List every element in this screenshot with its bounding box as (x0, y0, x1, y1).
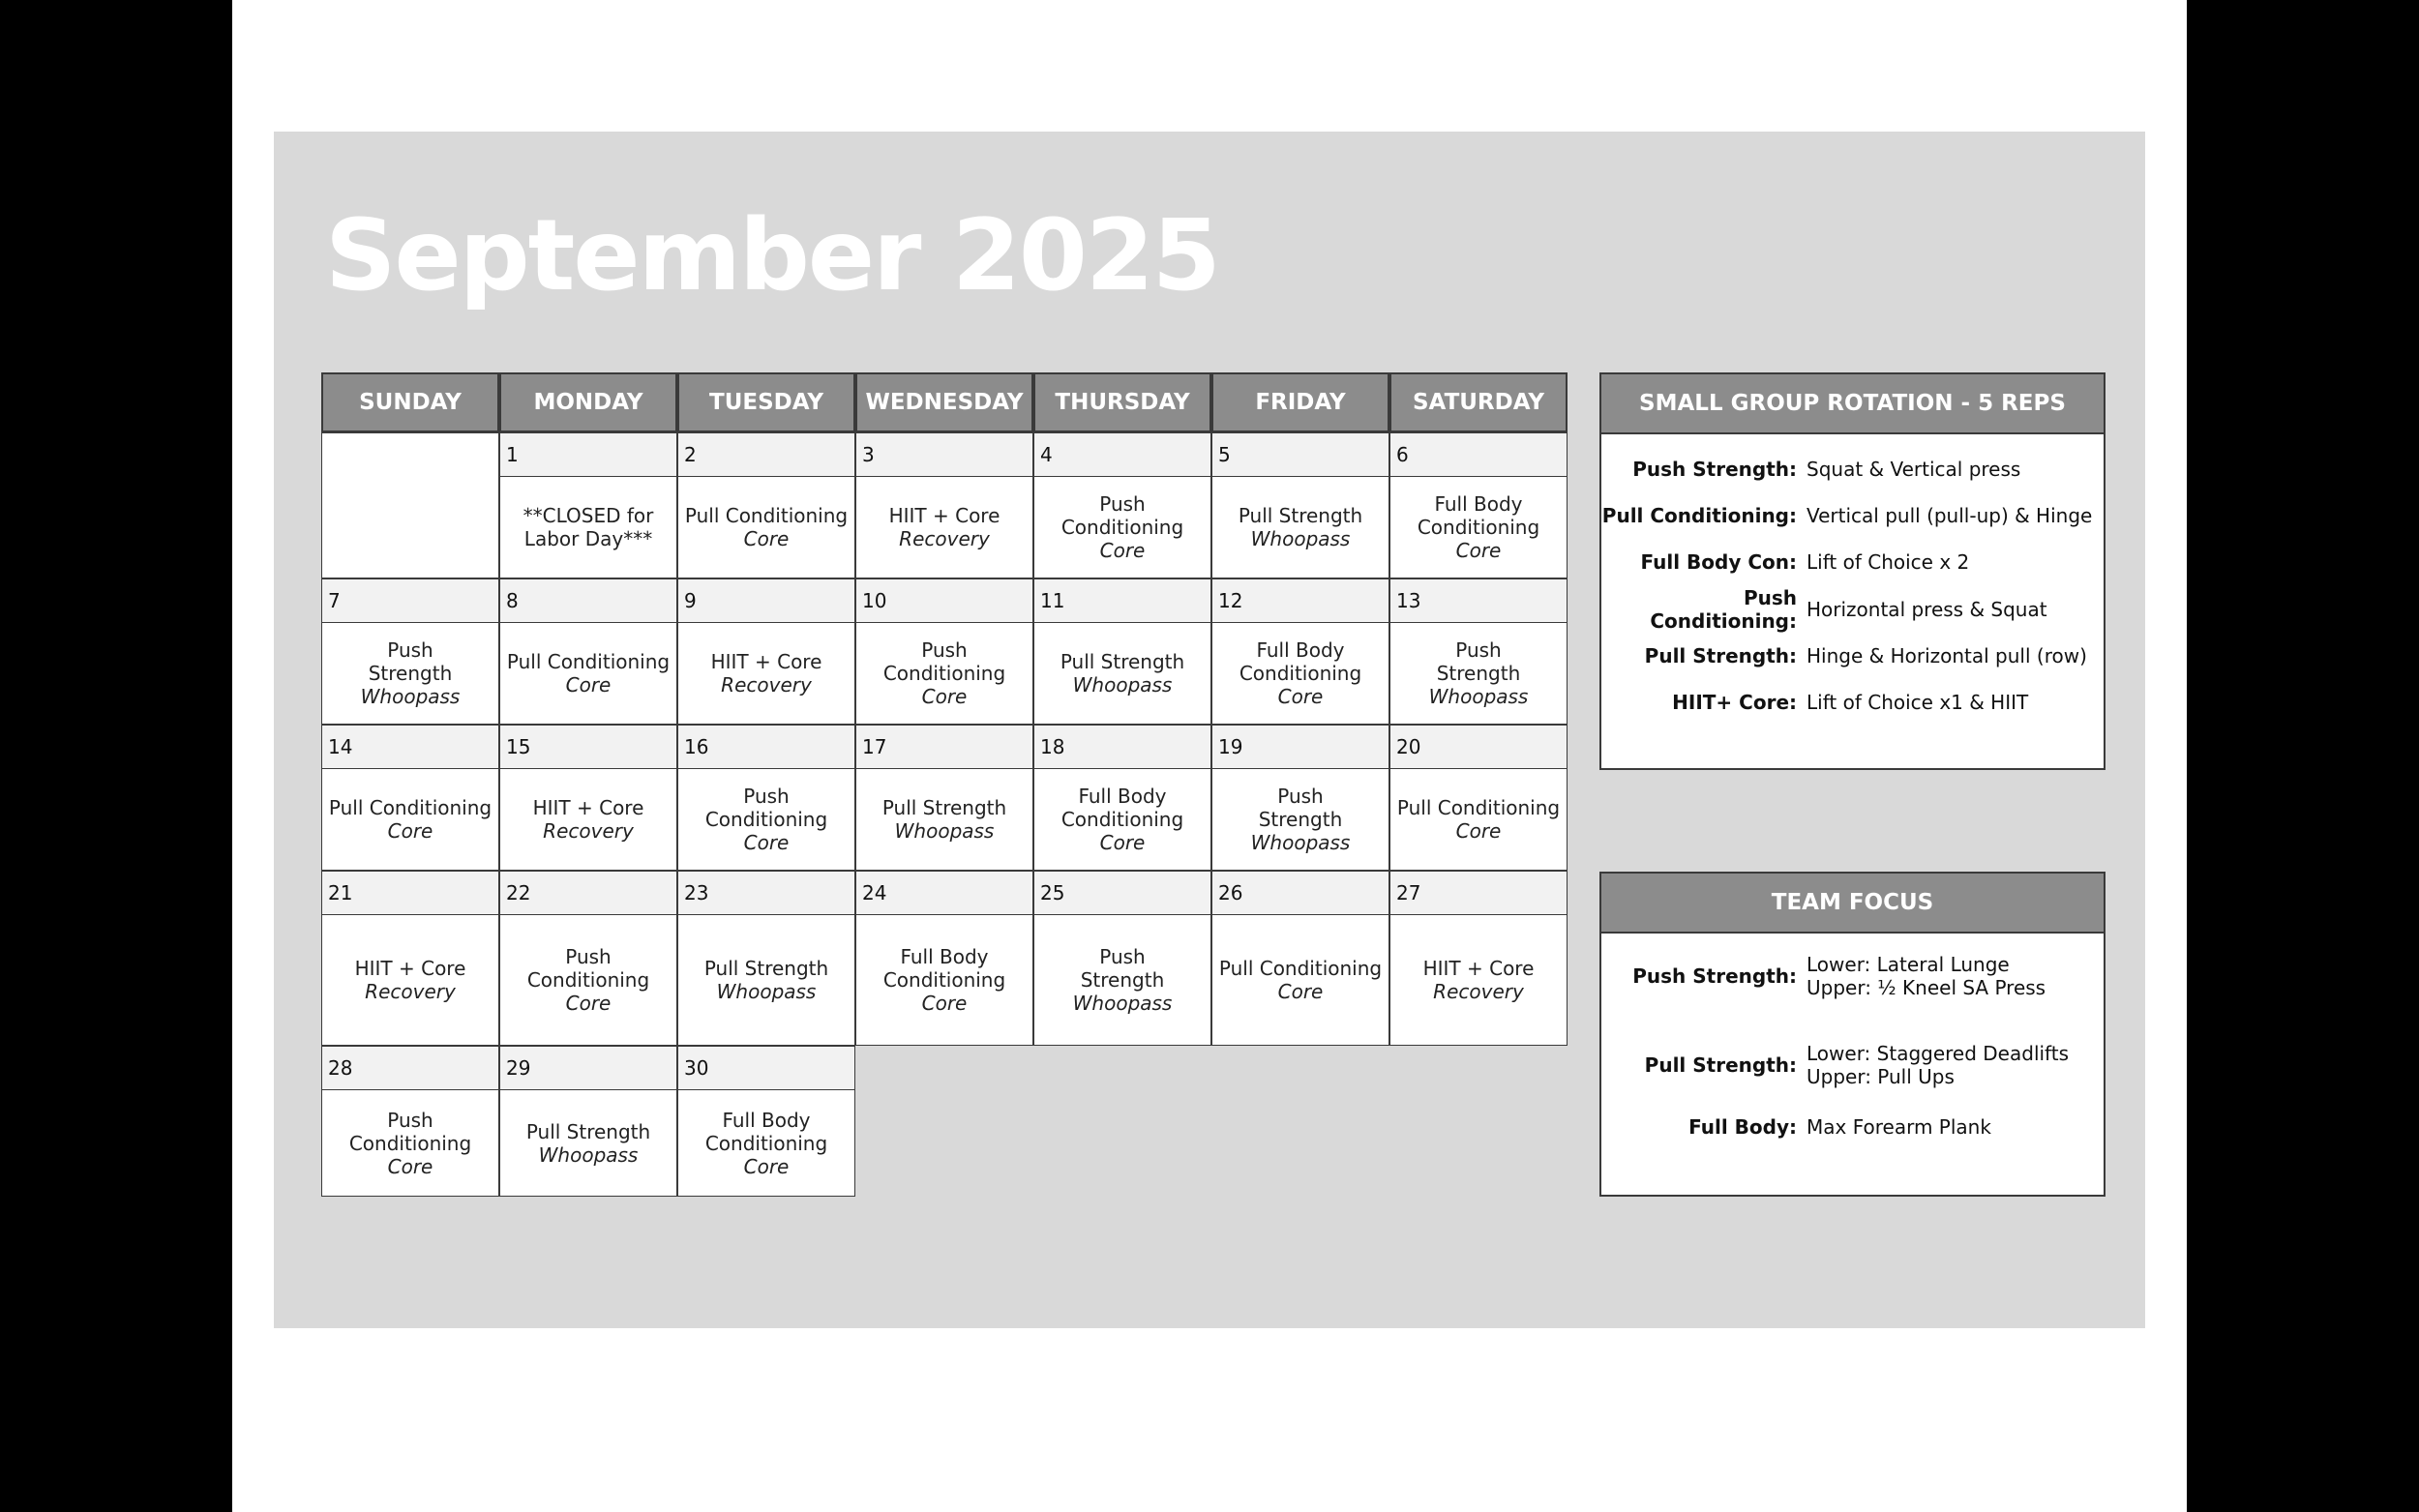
workout-label: Conditioning (1060, 808, 1184, 831)
rotation-item-value: Horizontal press & Squat (1807, 598, 2047, 621)
team-focus-line: Max Forearm Plank (1807, 1115, 1991, 1139)
workout-label: Push (387, 638, 433, 662)
calendar-grid (321, 372, 1565, 1197)
page (232, 0, 2187, 1512)
calendar-day-1 (499, 432, 677, 578)
workout-sub-label: Recovery (899, 527, 990, 550)
calendar-day-15 (499, 725, 677, 871)
day-number: 8 (500, 579, 676, 623)
team-focus-heading: TEAM FOCUS (1601, 874, 2104, 934)
workout-sub-label: Core (743, 831, 790, 854)
workout-sub-label: Core (743, 1154, 790, 1178)
dow-header-monday: MONDAY (499, 372, 677, 432)
rotation-item (1601, 502, 2104, 529)
workout-label: Push (1099, 945, 1146, 968)
day-number: 7 (322, 579, 498, 623)
day-workout (1034, 477, 1210, 578)
workout-sub-label: Core (743, 527, 790, 550)
calendar-day-10 (855, 578, 1033, 725)
workout-sub-label: Core (1455, 819, 1502, 843)
day-workout (322, 769, 498, 870)
day-workout (856, 769, 1032, 870)
workout-label: Pull Strength (525, 1119, 651, 1143)
team-focus-box (1599, 872, 2105, 1197)
day-workout (1390, 769, 1567, 870)
day-workout (1212, 915, 1389, 1045)
rotation-item (1601, 548, 2104, 576)
calendar-day-17 (855, 725, 1033, 871)
workout-sub-label: Core (921, 685, 968, 708)
workout-label: **CLOSED for (523, 504, 654, 527)
day-workout (322, 915, 498, 1045)
small-group-rotation-box (1599, 372, 2105, 770)
dow-header-thursday: THURSDAY (1033, 372, 1211, 432)
workout-label: Push (1455, 638, 1502, 662)
calendar-day-3 (855, 432, 1033, 578)
workout-label: HIIT + Core (532, 796, 644, 819)
day-workout (1212, 623, 1389, 724)
day-workout (678, 1090, 854, 1196)
workout-label: Push Conditioning (704, 785, 828, 831)
day-number: 24 (856, 872, 1032, 915)
day-workout (322, 1090, 498, 1196)
dow-header-friday: FRIDAY (1211, 372, 1389, 432)
rotation-item-key: Push Conditioning: (1650, 586, 1797, 633)
workout-sub-label: Core (921, 992, 968, 1015)
workout-sub-label: Whoopass (1250, 527, 1351, 550)
workout-label: Pull Conditioning (1218, 957, 1383, 980)
workout-sub-label: Core (1277, 980, 1324, 1003)
calendar-day-30 (677, 1046, 855, 1197)
workout-sub-label: Whoopass (1072, 673, 1173, 697)
workout-label: Pull Conditioning (1396, 796, 1561, 819)
workout-label: Push Conditioning (1060, 492, 1184, 539)
workout-label: Pull Conditioning (684, 504, 849, 527)
day-number: 27 (1390, 872, 1567, 915)
day-number: 3 (856, 433, 1032, 477)
calendar-day-26 (1211, 871, 1389, 1046)
team-focus-item (1601, 1111, 2104, 1143)
day-workout (1212, 477, 1389, 578)
workout-label: Full Body (722, 1108, 811, 1132)
rotation-item-value: Hinge & Horizontal pull (row) (1807, 644, 2087, 667)
calendar-day-14 (321, 725, 499, 871)
workout-sub-label: Core (1099, 539, 1146, 562)
workout-label: Strength (368, 662, 453, 685)
day-number: 10 (856, 579, 1032, 623)
calendar-day-7 (321, 578, 499, 725)
day-number: 22 (500, 872, 676, 915)
workout-sub-label: Core (565, 673, 612, 697)
day-number: 15 (500, 726, 676, 769)
day-workout (500, 1090, 676, 1196)
day-number: 13 (1390, 579, 1567, 623)
day-workout (1212, 769, 1389, 870)
day-number: 28 (322, 1047, 498, 1090)
workout-label: Conditioning (704, 1131, 828, 1155)
team-focus-key: Push Strength: (1632, 964, 1797, 988)
day-number: 16 (678, 726, 854, 769)
rotation-item-key: Push Strength: (1632, 458, 1797, 481)
rotation-item-value: Lift of Choice x1 & HIIT (1807, 691, 2029, 714)
workout-label: Full Body (900, 945, 989, 968)
workout-sub-label: Recovery (1433, 980, 1524, 1003)
calendar-day-22 (499, 871, 677, 1046)
day-number: 14 (322, 726, 498, 769)
day-number: 2 (678, 433, 854, 477)
calendar-day-11 (1033, 578, 1211, 725)
calendar-day-18 (1033, 725, 1211, 871)
calendar-day-4 (1033, 432, 1211, 578)
calendar-day-2 (677, 432, 855, 578)
day-number: 21 (322, 872, 498, 915)
day-number: 19 (1212, 726, 1389, 769)
workout-label: Pull Strength (703, 957, 829, 980)
workout-sub-label: Core (387, 1154, 433, 1178)
day-workout (322, 623, 498, 724)
workout-label: Strength (1080, 968, 1165, 992)
workout-sub-label: Core (1455, 539, 1502, 562)
day-workout (856, 477, 1032, 578)
day-workout (678, 477, 854, 578)
workout-label: Conditioning (1239, 662, 1362, 685)
rotation-item (1601, 642, 2104, 669)
team-focus-line: Lower: Lateral Lunge (1807, 953, 2010, 976)
day-workout (1034, 769, 1210, 870)
day-number: 18 (1034, 726, 1210, 769)
day-number: 17 (856, 726, 1032, 769)
day-workout (500, 477, 676, 578)
team-focus-value (1807, 1042, 2104, 1088)
rotation-item-key: HIIT+ Core: (1672, 691, 1797, 714)
workout-label: Pull Conditioning (506, 650, 671, 673)
calendar-day-27 (1389, 871, 1568, 1046)
day-workout (1034, 915, 1210, 1045)
day-workout (500, 769, 676, 870)
calendar-day-24 (855, 871, 1033, 1046)
rotation-item-value: Squat & Vertical press (1807, 458, 2021, 481)
day-number: 20 (1390, 726, 1567, 769)
workout-label: Push Conditioning (882, 638, 1006, 685)
day-number: 11 (1034, 579, 1210, 623)
day-workout (1390, 623, 1567, 724)
day-number: 5 (1212, 433, 1389, 477)
day-workout (856, 623, 1032, 724)
workout-label: Full Body (1434, 492, 1523, 516)
workout-label: Strength (1436, 662, 1521, 685)
rotation-item-key: Full Body Con: (1640, 550, 1797, 574)
workout-sub-label: Whoopass (716, 980, 817, 1003)
workout-sub-label: Core (1099, 831, 1146, 854)
workout-label: Labor Day*** (523, 527, 653, 550)
workout-sub-label: Core (565, 992, 612, 1015)
day-number: 30 (678, 1047, 854, 1090)
calendar-day-20 (1389, 725, 1568, 871)
workout-label: Conditioning (1417, 516, 1540, 539)
rotation-item (1601, 586, 2104, 633)
workout-sub-label: Whoopass (1072, 992, 1173, 1015)
day-workout (1034, 623, 1210, 724)
day-workout (678, 623, 854, 724)
workout-label: Pull Conditioning (328, 796, 493, 819)
day-number: 4 (1034, 433, 1210, 477)
day-workout (678, 769, 854, 870)
day-number: 23 (678, 872, 854, 915)
rotation-item-key: Pull Strength: (1644, 644, 1797, 667)
workout-sub-label: Whoopass (360, 685, 461, 708)
workout-sub-label: Whoopass (1250, 831, 1351, 854)
team-focus-value (1807, 1115, 2104, 1139)
day-number: 29 (500, 1047, 676, 1090)
day-workout (678, 915, 854, 1045)
rotation-item (1601, 456, 2104, 483)
calendar-day-13 (1389, 578, 1568, 725)
day-workout (500, 915, 676, 1045)
team-focus-key: Pull Strength: (1644, 1053, 1797, 1077)
dow-header-saturday: SATURDAY (1389, 372, 1568, 432)
day-number: 26 (1212, 872, 1389, 915)
calendar-day-9 (677, 578, 855, 725)
day-workout (1390, 915, 1567, 1045)
workout-sub-label: Recovery (721, 673, 812, 697)
team-focus-line: Lower: Staggered Deadlifts (1807, 1042, 2070, 1065)
team-focus-line: Upper: Pull Ups (1807, 1065, 1955, 1088)
day-number: 6 (1390, 433, 1567, 477)
day-workout (500, 623, 676, 724)
workout-label: Push Conditioning (348, 1108, 472, 1155)
rotation-item-value: Lift of Choice x 2 (1807, 550, 1970, 574)
workout-label: Pull Strength (1238, 504, 1363, 527)
day-number: 1 (500, 433, 676, 477)
dow-header-tuesday: TUESDAY (677, 372, 855, 432)
workout-sub-label: Core (387, 819, 433, 843)
calendar-day-8 (499, 578, 677, 725)
calendar-empty-cell (321, 432, 499, 578)
team-focus-value (1807, 953, 2104, 999)
calendar-day-5 (1211, 432, 1389, 578)
workout-label: Conditioning (882, 968, 1006, 992)
calendar-day-19 (1211, 725, 1389, 871)
calendar-day-6 (1389, 432, 1568, 578)
page-title: September 2025 (325, 198, 1219, 313)
day-workout (1390, 477, 1567, 578)
workout-label: HIIT + Core (1422, 957, 1535, 980)
workout-label: Full Body (1256, 638, 1345, 662)
workout-sub-label: Core (1277, 685, 1324, 708)
workout-label: Strength (1258, 808, 1343, 831)
workout-sub-label: Whoopass (894, 819, 995, 843)
workout-label: HIIT + Core (354, 957, 466, 980)
day-workout (856, 915, 1032, 1045)
rotation-heading: SMALL GROUP ROTATION - 5 REPS (1601, 374, 2104, 434)
day-number: 25 (1034, 872, 1210, 915)
workout-label: HIIT + Core (710, 650, 822, 673)
team-focus-item (1601, 1038, 2104, 1092)
calendar-day-23 (677, 871, 855, 1046)
calendar-day-25 (1033, 871, 1211, 1046)
workout-sub-label: Recovery (543, 819, 634, 843)
rotation-item-value: Vertical pull (pull-up) & Hinge (1807, 504, 2093, 527)
workout-label: Pull Strength (881, 796, 1007, 819)
team-focus-line: Upper: ½ Kneel SA Press (1807, 976, 2046, 999)
workout-label: Pull Strength (1060, 650, 1185, 673)
day-number: 12 (1212, 579, 1389, 623)
calendar-day-21 (321, 871, 499, 1046)
workout-sub-label: Whoopass (538, 1142, 639, 1167)
workout-sub-label: Whoopass (1428, 685, 1529, 708)
rotation-item-key: Pull Conditioning: (1601, 504, 1797, 527)
workout-label: Push (1277, 785, 1324, 808)
calendar-day-28 (321, 1046, 499, 1197)
dow-header-wednesday: WEDNESDAY (855, 372, 1033, 432)
rotation-item (1601, 689, 2104, 716)
workout-label: HIIT + Core (888, 504, 1000, 527)
workout-sub-label: Recovery (365, 980, 456, 1003)
calendar-day-12 (1211, 578, 1389, 725)
team-focus-item (1601, 949, 2104, 1003)
workout-label: Push Conditioning (526, 945, 650, 992)
workout-label: Full Body (1078, 785, 1167, 808)
dow-header-sunday: SUNDAY (321, 372, 499, 432)
day-number: 9 (678, 579, 854, 623)
calendar-day-29 (499, 1046, 677, 1197)
calendar-day-16 (677, 725, 855, 871)
team-focus-key: Full Body: (1688, 1115, 1797, 1139)
